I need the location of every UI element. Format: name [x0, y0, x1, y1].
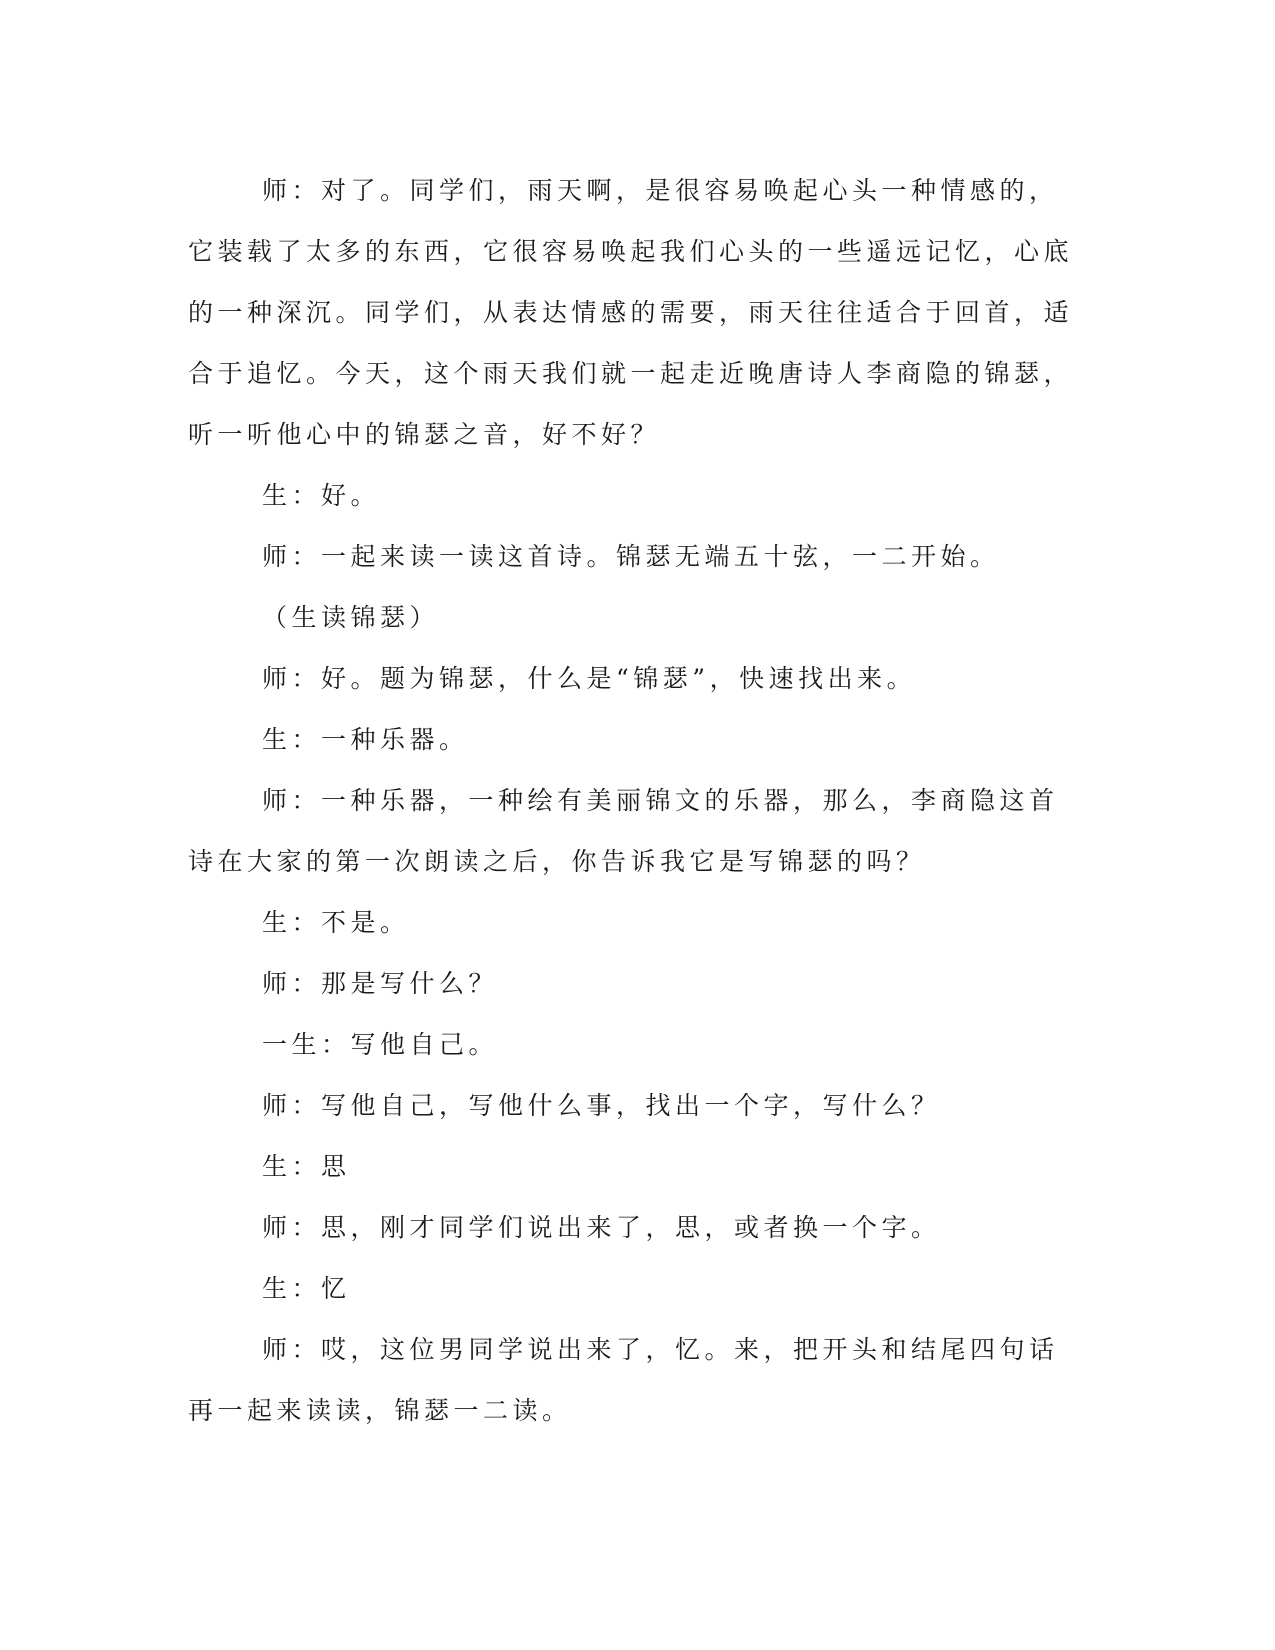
- paragraph-teacher-title: 师：好。题为锦瑟，什么是“锦瑟”，快速找出来。: [262, 664, 917, 693]
- paragraph-teacher-one-word: 师：写他自己，写他什么事，找出一个字，写什么？: [262, 1091, 941, 1120]
- paragraph-student-yi: 生：忆: [262, 1274, 351, 1303]
- paragraph-teacher-intro: 师：对了。同学们，雨天啊，是很容易唤起心头一种情感的，它装载了太多的东西，它很容易唤起我们心头的一些遥远记忆，心底的一种深沉。同学们，从表达情感的需要，雨天往往适合于回首，适合于追忆。今天，这个雨天我们就一起走近晚唐诗人李商隐的锦瑟，听一听他心中的锦瑟之音，好不好？: [188, 176, 1074, 449]
- paragraph-student-reply: 生：好。: [262, 481, 381, 510]
- paragraph-teacher-what: 师：那是写什么？: [262, 969, 499, 998]
- document-body: [188, 160, 1078, 1441]
- paragraph-teacher-reread: 师：哎，这位男同学说出来了，忆。来，把开头和结尾四句话再一起来读读，锦瑟一二读。: [188, 1335, 1059, 1425]
- paragraph-student-no: 生：不是。: [262, 908, 410, 937]
- paragraph-stage-direction: （生读锦瑟）: [262, 603, 440, 632]
- paragraph-teacher-read-poem: 师：一起来读一读这首诗。锦瑟无端五十弦，一二开始。: [262, 542, 1000, 571]
- paragraph-student-instrument: 生：一种乐器。: [262, 725, 469, 754]
- paragraph-teacher-another-word: 师：思，刚才同学们说出来了，思，或者换一个字。: [262, 1213, 941, 1242]
- paragraph-teacher-instrument: 师：一种乐器，一种绘有美丽锦文的乐器，那么，李商隐这首诗在大家的第一次朗读之后，你告诉我它是写锦瑟的吗？: [188, 786, 1059, 876]
- paragraph-student-himself: 一生：写他自己。: [262, 1030, 499, 1059]
- paragraph-student-si: 生：思: [262, 1152, 351, 1181]
